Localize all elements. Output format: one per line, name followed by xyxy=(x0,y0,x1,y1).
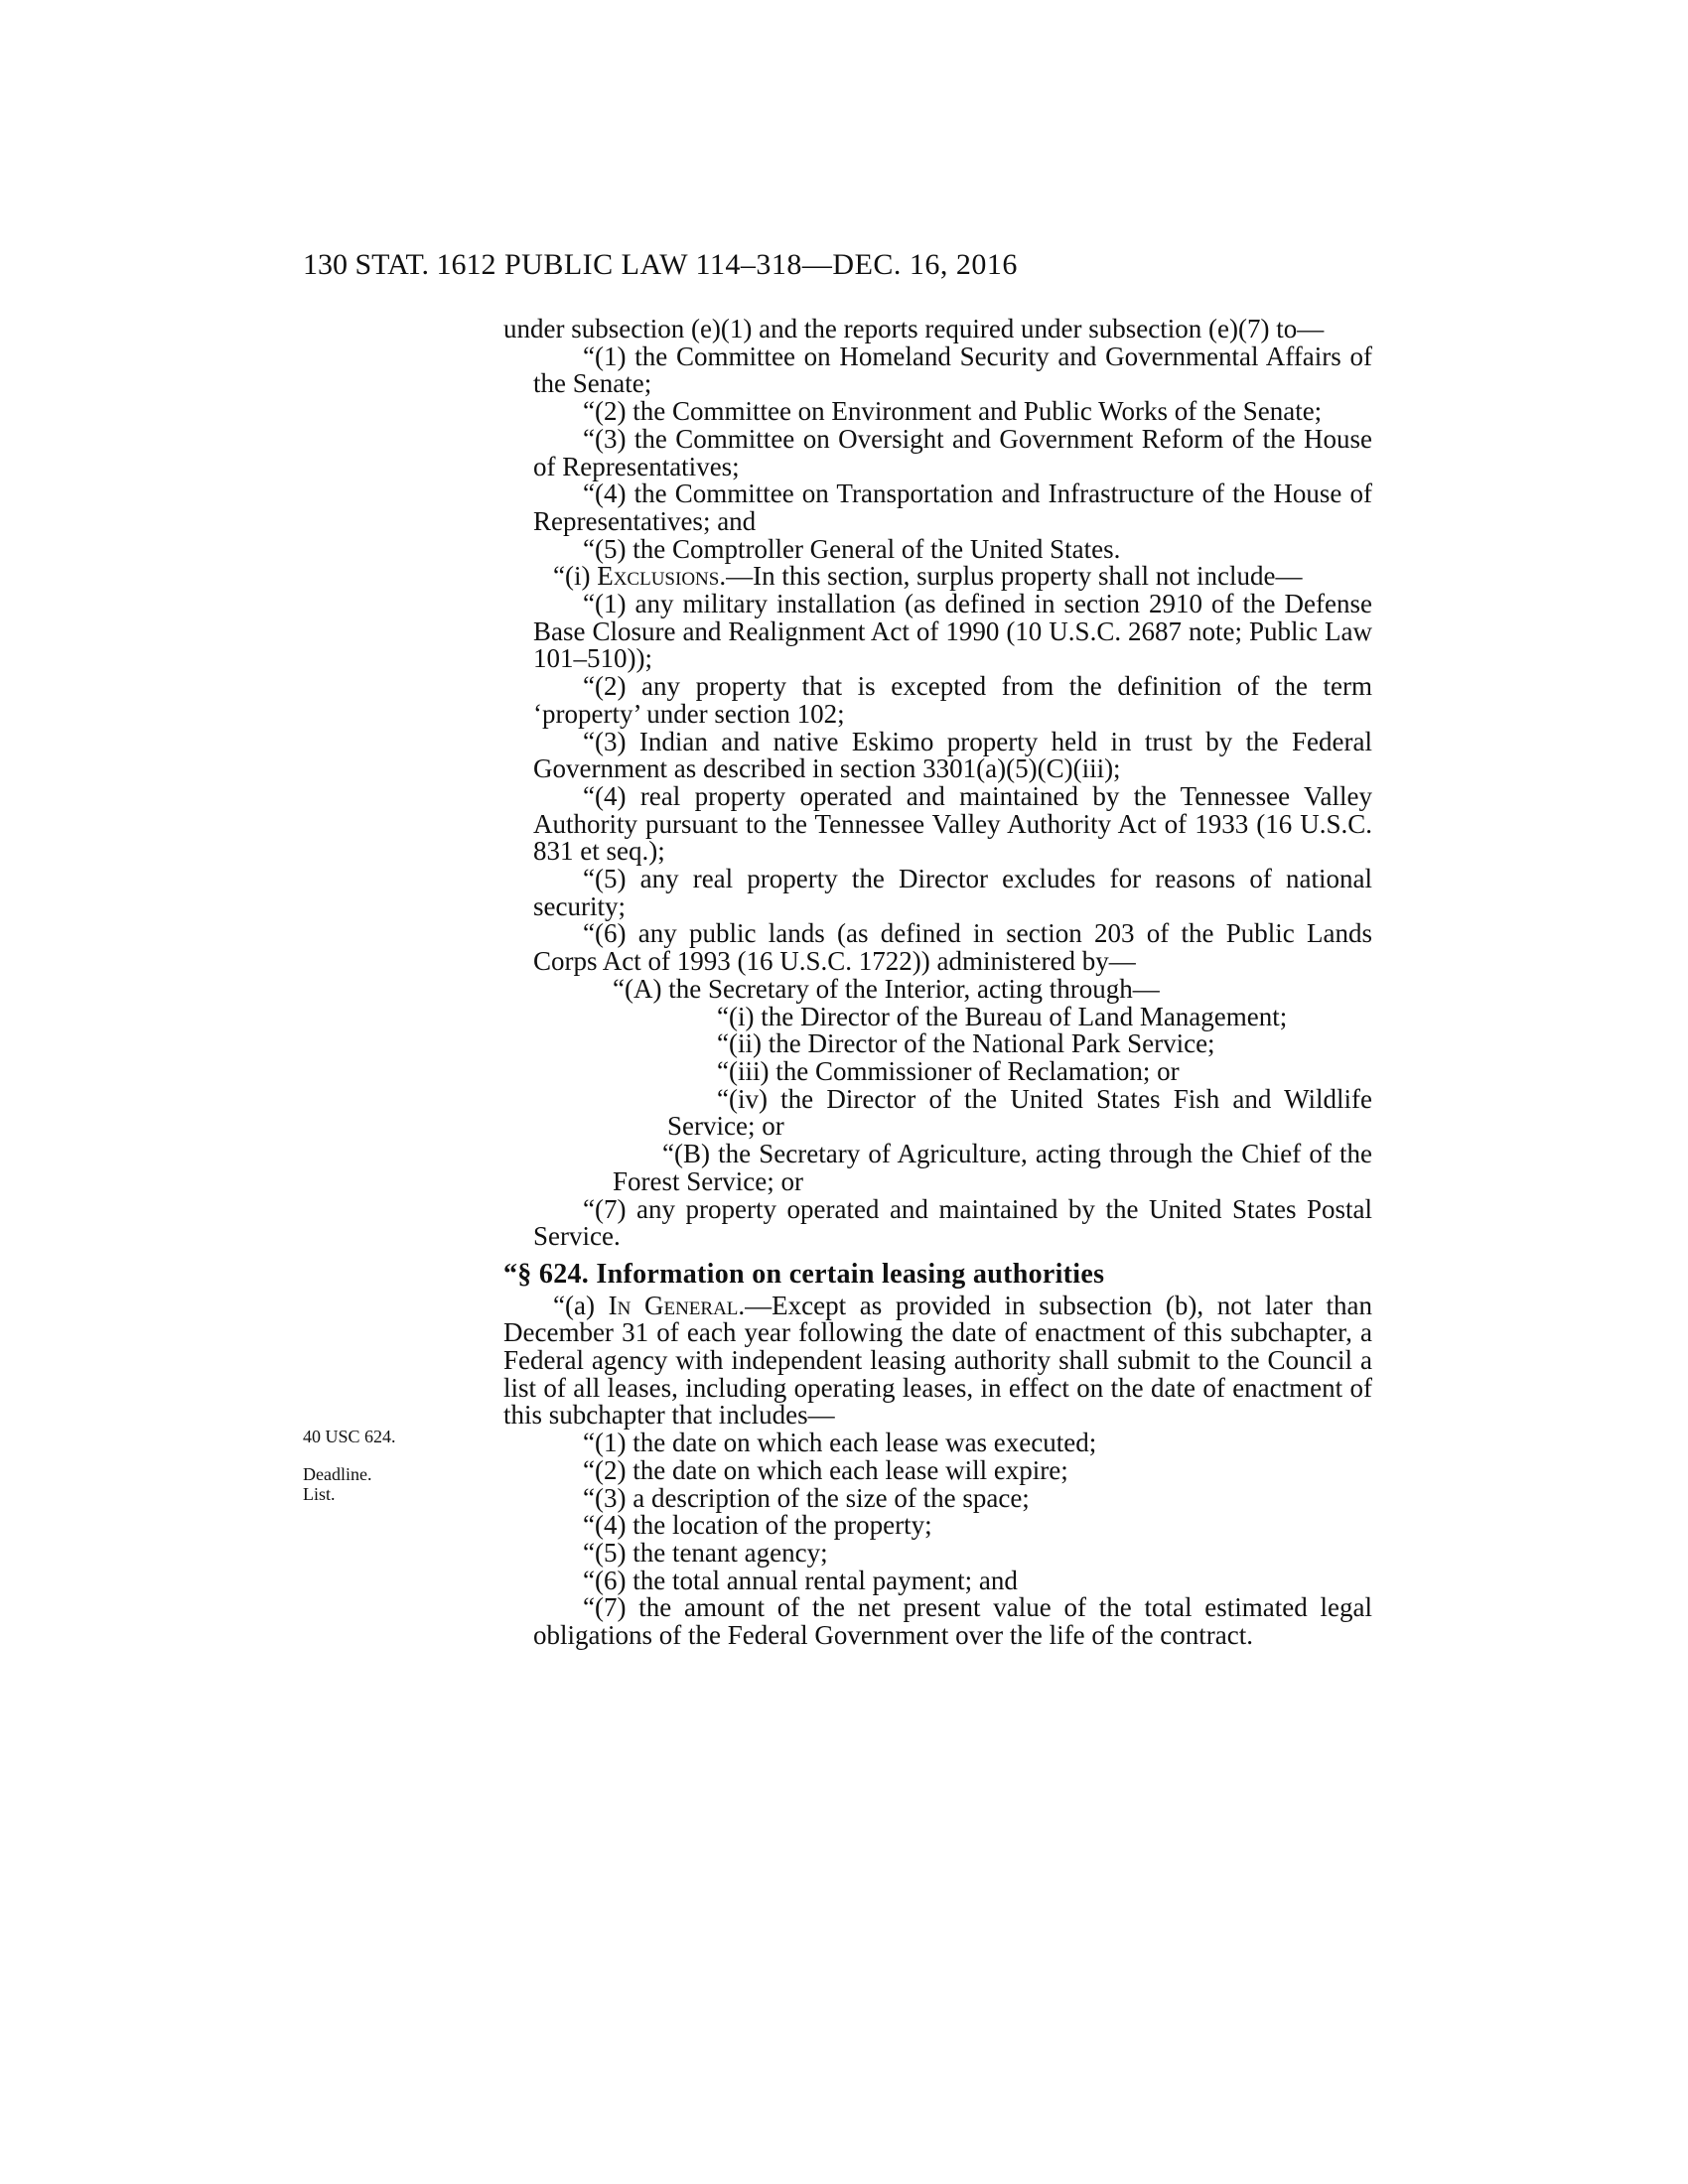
page-reference: 130 STAT. 1612 xyxy=(303,248,496,281)
section-heading: “§ 624. Information on certain leasing authorities xyxy=(503,1258,1105,1290)
list-item: “(7) the amount of the net present value of the total estimated legal obligations of the Federal Government over the life of the contract. xyxy=(533,1592,1372,1651)
list-item: “(iii) the Commissioner of Reclamation; or xyxy=(717,1055,1180,1086)
deadline-note: Deadline. xyxy=(303,1464,372,1484)
list-item: “(1) any military installation (as defined in section 2910 of the Defense Base Closure and Realignment Act of 1990 (10 U.S.C. 2687 note; Public Law 101–510)); xyxy=(533,589,1372,674)
list-item: “(5) the Comptroller General of the United States. xyxy=(583,533,1121,564)
list-item: “(6) any public lands (as defined in section 203 of the Public Lands Corps Act of 1993 (16 U.S.C. 1722)) administered by— xyxy=(533,918,1372,977)
list-item: “(3) a description of the size of the space; xyxy=(583,1482,1030,1513)
subsection-exclusions xyxy=(503,563,1372,591)
list-item: “(1) the Committee on Homeland Security and Governmental Affairs of the Senate; xyxy=(533,341,1372,399)
subsection-label: In General xyxy=(608,1290,739,1320)
list-item: “(A) the Secretary of the Interior, acting through— xyxy=(613,973,1160,1004)
usc-citation: 40 USC 624. xyxy=(303,1427,396,1446)
subsection-general xyxy=(503,1290,1372,1431)
subsection-label: Exclusions xyxy=(597,561,720,592)
margin-note-deadline xyxy=(303,1464,371,1504)
list-note: List. xyxy=(303,1484,336,1504)
list-item: “(6) the total annual rental payment; and xyxy=(583,1565,1018,1595)
paragraph: under subsection (e)(1) and the reports required under subsection (e)(7) to— xyxy=(503,314,1325,343)
subsection-text: .—Except as provided in subsection (b), not later than December 31 of each year following the date of enactment of this subchapter, a Federal agency with independent leasing authority shall submit to the Council a list of all leases, including operating leases, in effect on the date of enactment of this subchapter that includes— xyxy=(503,1290,1372,1431)
list-item: “(iv) the Director of the United States Fish and Wildlife Service; or xyxy=(667,1083,1372,1142)
margin-note-usc xyxy=(303,1427,396,1446)
list-item: “(2) any property that is excepted from the definition of the term ‘property’ under section 102; xyxy=(533,671,1372,729)
list-item: “(2) the date on which each lease will expire; xyxy=(583,1454,1068,1485)
list-item: “(4) real property operated and maintained by the Tennessee Valley Authority pursuant to the Tennessee Valley Authority Act of 1933 (16 U.S.C. 831 et seq.); xyxy=(533,780,1372,867)
list-item: “(5) any real property the Director excludes for reasons of national security; xyxy=(533,864,1372,921)
list-item: “(3) Indian and native Eskimo property held in trust by the Federal Government as described in section 3301(a)(5)(C)(iii); xyxy=(533,726,1372,784)
running-title: PUBLIC LAW 114–318—DEC. 16, 2016 xyxy=(504,248,1018,281)
page-header xyxy=(303,248,1216,288)
list-item: “(4) the Committee on Transportation and Infrastructure of the House of Representatives; and xyxy=(533,478,1372,536)
list-item: “(4) the location of the property; xyxy=(583,1510,932,1541)
list-item: “(1) the date on which each lease was executed; xyxy=(583,1428,1097,1458)
list-item: “(i) the Director of the Bureau of Land Management; xyxy=(717,1001,1288,1031)
list-item: “(3) the Committee on Oversight and Government Reform of the House of Representatives; xyxy=(533,423,1372,481)
list-item: “(2) the Committee on Environment and Public Works of the Senate; xyxy=(583,396,1323,427)
subsection-text: .—In this section, surplus property shall not include— xyxy=(719,561,1303,592)
list-item: “(B) the Secretary of Agriculture, acting through the Chief of the Forest Service; or xyxy=(613,1139,1372,1196)
list-item: “(7) any property operated and maintained by the United States Postal Service. xyxy=(533,1193,1372,1252)
list-item: “(ii) the Director of the National Park Service; xyxy=(717,1028,1215,1059)
subsection-prefix: “(i) xyxy=(553,561,598,592)
document-body xyxy=(503,316,1372,1650)
list-item: “(5) the tenant agency; xyxy=(583,1537,828,1568)
subsection-prefix: “(a) xyxy=(553,1290,609,1320)
